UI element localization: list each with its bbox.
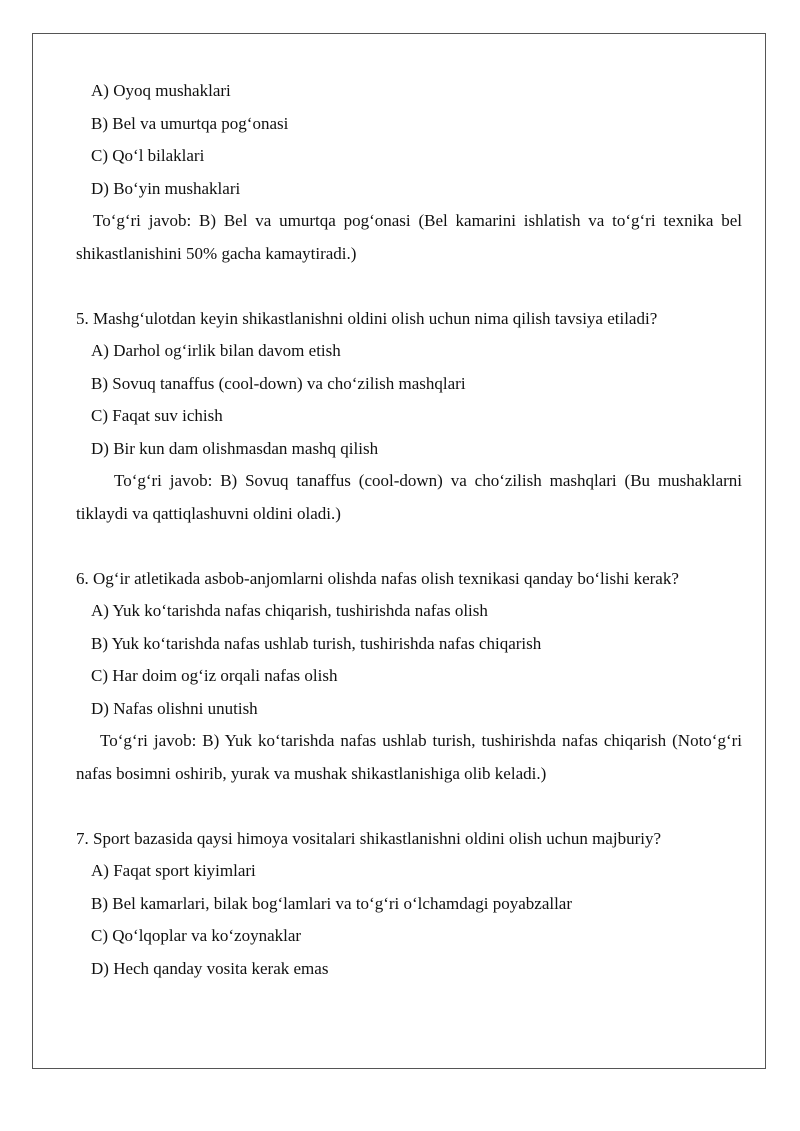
option-c: C) Qo‘l bilaklari bbox=[91, 146, 205, 165]
correct-answer: To‘g‘ri javob: B) Sovuq tanaffus (cool-down) va cho‘zilish mashqlari (Bu mushaklarni tiklaydi va qattiqlashuvni oldini oladi.) bbox=[76, 471, 742, 523]
option-c: C) Faqat suv ichish bbox=[91, 406, 223, 425]
option-a: A) Faqat sport kiyimlari bbox=[91, 861, 256, 880]
option-a: A) Oyoq mushaklari bbox=[91, 81, 231, 100]
question-text: 6. Og‘ir atletikada asbob-anjomlarni olishda nafas olish texnikasi qanday bo‘lishi kerak? bbox=[76, 568, 679, 588]
option-b: B) Bel va umurtqa pog‘onasi bbox=[91, 113, 289, 133]
document-page bbox=[32, 33, 766, 1069]
option-b: B) Sovuq tanaffus (cool-down) va cho‘zilish mashqlari bbox=[91, 373, 466, 393]
option-d: D) Hech qanday vosita kerak emas bbox=[91, 958, 329, 978]
option-b: B) Yuk ko‘tarishda nafas ushlab turish, tushirishda nafas chiqarish bbox=[91, 633, 542, 653]
correct-answer: To‘g‘ri javob: B) Bel va umurtqa pog‘onasi (Bel kamarini ishlatish va to‘g‘ri texnika bel shikastlanishini 50% gacha kamaytiradi.) bbox=[76, 211, 742, 263]
question-6-block bbox=[76, 563, 742, 791]
option-c: C) Har doim og‘iz orqali nafas olish bbox=[91, 666, 338, 685]
option-b: B) Bel kamarlari, bilak bog‘lamlari va to‘g‘ri o‘lchamdagi poyabzallar bbox=[91, 893, 573, 913]
option-d: D) Bir kun dam olishmasdan mashq qilish bbox=[91, 438, 379, 458]
question-text: 5. Mashg‘ulotdan keyin shikastlanishni oldini olish uchun nima qilish tavsiya etiladi? bbox=[76, 308, 658, 328]
question-5-block bbox=[76, 303, 742, 531]
question-4-block bbox=[76, 75, 742, 270]
option-d: D) Bo‘yin mushaklari bbox=[91, 178, 241, 198]
page-content bbox=[76, 75, 742, 985]
option-a: A) Darhol og‘irlik bilan davom etish bbox=[91, 341, 341, 360]
option-c: C) Qo‘lqoplar va ko‘zoynaklar bbox=[91, 926, 302, 945]
correct-answer: To‘g‘ri javob: B) Yuk ko‘tarishda nafas ushlab turish, tushirishda nafas chiqarish (Noto‘g‘ri nafas bosimni oshirib, yurak va mushak shikastlanishiga olib keladi.) bbox=[76, 731, 742, 783]
question-text: 7. Sport bazasida qaysi himoya vositalari shikastlanishni oldini olish uchun majburiy? bbox=[76, 828, 661, 848]
option-d: D) Nafas olishni unutish bbox=[91, 698, 258, 718]
option-a: A) Yuk ko‘tarishda nafas chiqarish, tushirishda nafas olish bbox=[91, 601, 488, 620]
question-7-block bbox=[76, 823, 742, 986]
